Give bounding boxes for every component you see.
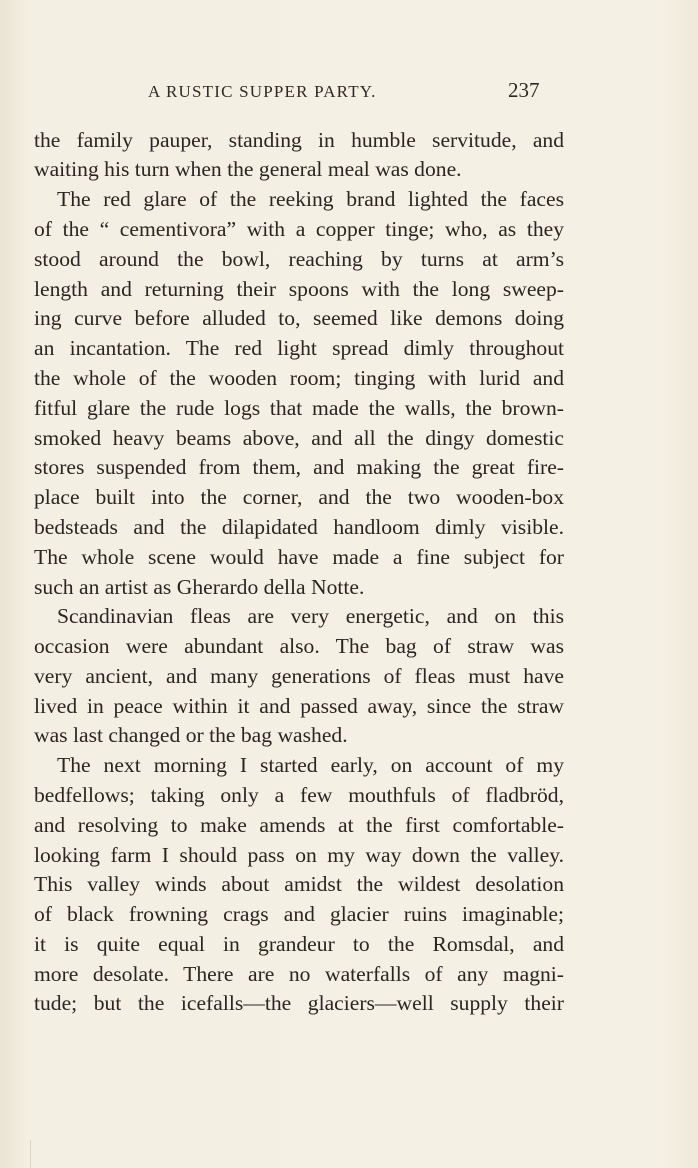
text-line: length and returning their spoons with the long sweep- [34, 277, 564, 301]
text-line: stood around the bowl, reaching by turns at arm’s [34, 247, 564, 271]
page-number: 237 [508, 78, 540, 102]
text-line: place built into the corner, and the two wooden-box [34, 485, 564, 509]
text-line: the family pauper, standing in humble servitude, and [34, 128, 564, 152]
text-line: This valley winds about amidst the wildest desolation [34, 872, 564, 896]
text-line: it is quite equal in grandeur to the Romsdal, and [34, 932, 564, 956]
text-line: ing curve before alluded to, seemed like demons doing [34, 306, 564, 330]
text-line: was last changed or the bag washed. [34, 723, 348, 747]
text-line: fitful glare the rude logs that made the walls, the brown- [34, 396, 564, 420]
running-title: A RUSTIC SUPPER PARTY. [148, 82, 377, 101]
text-line: tude; but the icefalls—the glaciers—well supply their [34, 991, 564, 1015]
text-line: stores suspended from them, and making the great fire- [34, 455, 564, 479]
text-line: occasion were abundant also. The bag of straw was [34, 634, 564, 658]
text-line: very ancient, and many generations of fleas must have [34, 664, 564, 688]
text-line: of the “ cementivora” with a copper tinge; who, as they [34, 217, 564, 241]
text-line: and resolving to make amends at the first comfortable- [34, 813, 564, 837]
text-line: of black frowning crags and glacier ruins imaginable; [34, 902, 564, 926]
text-line: bedsteads and the dilapidated handloom dimly visible. [34, 515, 564, 539]
text-line: lived in peace within it and passed away, since the straw [34, 694, 564, 718]
text-line: such an artist as Gherardo della Notte. [34, 575, 365, 599]
text-line: The next morning I started early, on account of my [57, 753, 564, 777]
text-line: the whole of the wooden room; tinging with lurid and [34, 366, 564, 390]
text-line: smoked heavy beams above, and all the dingy domestic [34, 426, 564, 450]
text-line: more desolate. There are no waterfalls of any magni- [34, 962, 564, 986]
text-line: waiting his turn when the general meal was done. [34, 157, 462, 181]
text-line: Scandinavian fleas are very energetic, and on this [57, 604, 564, 628]
gutter-mark [30, 1140, 31, 1168]
text-line: The red glare of the reeking brand lighted the faces [57, 187, 564, 211]
text-line: looking farm I should pass on my way down the valley. [34, 843, 564, 867]
text-line: an incantation. The red light spread dimly throughout [34, 336, 564, 360]
text-line: bedfellows; taking only a few mouthfuls of fladbröd, [34, 783, 564, 807]
text-line: The whole scene would have made a fine subject for [34, 545, 564, 569]
